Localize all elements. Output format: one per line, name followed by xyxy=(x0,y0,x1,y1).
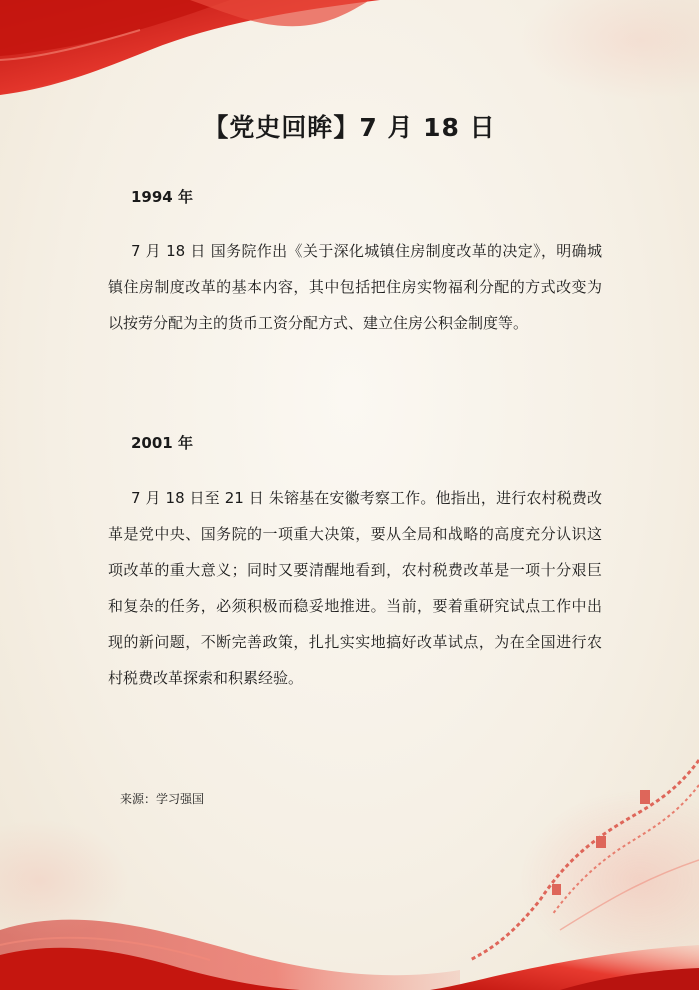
section-year-2001: 2001 年 xyxy=(131,434,193,452)
section-text-2001: 7 月 18 日至 21 日 朱镕基在安徽考察工作。他指出，进行农村税费改革是党中央、国务院的一项重大决策，要从全局和战略的高度充分认识这项改革的重大意义；同时又要清醒地看到，农村税费改革是一项十分艰巨和复杂的任务，必须积极而稳妥地推进。当前，要着重研究试点工作中出现的新问题，不断完善政策，扎扎实实地搞好改革试点，为在全国进行农村税费改革探索和积累经验。 xyxy=(108,489,602,687)
section-text-1994: 7 月 18 日 国务院作出《关于深化城镇住房制度改革的决定》，明确城镇住房制度改革的基本内容，其中包括把住房实物福利分配的方式改变为以按劳分配为主的货币工资分配方式、建立住房公积金制度等。 xyxy=(108,242,602,332)
source-credit: 来源：学习强国 xyxy=(120,792,205,806)
page-title: 【党史回眸】7 月 18 日 xyxy=(203,113,496,142)
section-year-1994: 1994 年 xyxy=(131,188,193,206)
great-wall-illustration xyxy=(470,760,699,970)
top-ribbon-icon xyxy=(0,0,380,95)
